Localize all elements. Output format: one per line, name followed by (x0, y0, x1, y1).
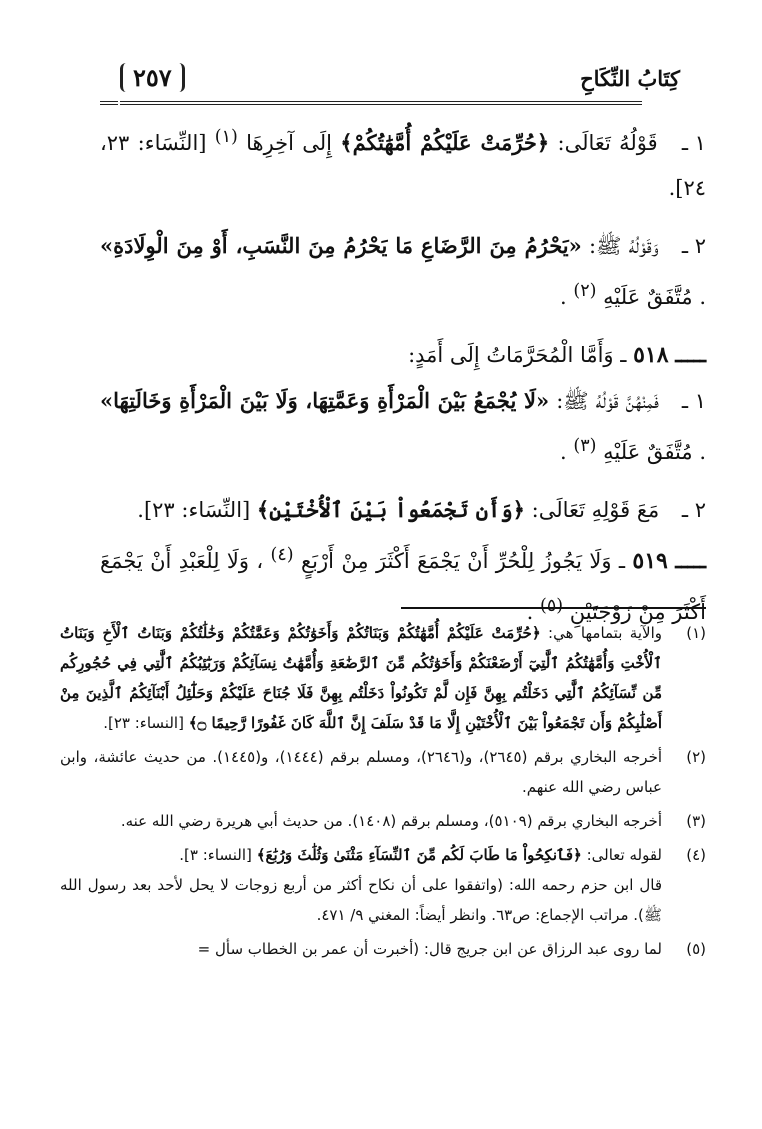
item-rest: إِلَى آخِرِهَا (246, 131, 332, 155)
section-end: . (526, 600, 534, 624)
item-intro: قَوْلُهُ تَعَالَى: (549, 131, 658, 155)
footnote-text: أخرجه البخاري برقم (٥١٠٩)، ومسلم برقم (١٤٠٨). من حديث أبي هريرة رضي الله عنه. (120, 812, 662, 830)
footnote-ref[interactable]: (١) (214, 127, 238, 147)
footnote-number: (٥) (686, 940, 706, 958)
section-marker: ـــــ (675, 548, 706, 573)
footnote-intro: لقوله تعالى: (581, 846, 662, 864)
item-intro: مَعَ قَوْلِهِ تَعَالَى: (524, 498, 660, 522)
footnote-5 (60, 934, 706, 964)
item-quran-sisters (100, 487, 706, 533)
item-rest: . مُتَّفَقٌ عَلَيْهِ (603, 285, 706, 309)
item-rest: . مُتَّفَقٌ عَلَيْهِ (603, 440, 706, 464)
section-text: ـ وَأَمَّا الْمُحَرَّمَاتُ إِلَى أَمَدٍ: (408, 343, 627, 367)
footnote-number: (٤) (686, 846, 706, 864)
header-rule-left (100, 101, 118, 105)
footnote-ref[interactable]: (٢) (573, 281, 597, 301)
footnote-number: (٣) (686, 812, 706, 830)
item-intro: فَمِنْهُنَّ قَوْلُهُ ﷺ: (549, 389, 659, 413)
footnote-text: أخرجه البخاري برقم (٢٦٤٥)، و(٢٦٤٦)، ومسلم برقم (١٤٤٤)، و(١٤٤٥). من حديث عائشة، وابن عباس رضي الله عنهم. (60, 748, 663, 796)
item-end: . (560, 440, 567, 464)
hadith-text: «يَحْرُمُ مِنَ الرَّضَاعِ مَا يَحْرُمُ مِنَ النَّسَبِ، أَوْ مِنَ الْوِلَادَةِ» (100, 233, 582, 258)
footnote-ref[interactable]: (٤) (270, 545, 294, 565)
quran-verse: ﴿حُرِّمَتْ عَلَيْكُمْ أُمَّهَٰتُكُمْ وَبَنَاتُكُمْ وَأَخَوَٰتُكُمْ وَعَمَّٰتُكُمْ وَخَٰلَٰتُكُمْ وَبَنَاتُ ٱلْأَخِ وَبَنَاتُ ٱلْأُخْتِ وَأُمَّهَٰتُكُمُ ٱلَّٰتِيٓ أَرْضَعْنَكُمْ وَأَخَوَٰتُكُم مِّنَ ٱلرَّضَٰعَةِ وَأُمَّهَٰتُ نِسَآئِكُمْ وَرَبَٰٓئِبُكُمُ ٱلَّٰتِي فِي حُجُورِكُم مِّن نِّسَآئِكُمُ ٱلَّٰتِي دَخَلْتُم بِهِنَّ فَإِن لَّمْ تَكُونُواْ دَخَلْتُم بِهِنَّ فَلَا جُنَاحَ عَلَيْكُمْ وَحَلَٰٓئِلُ أَبْنَآئِكُمُ ٱلَّذِينَ مِنْ أَصْلَٰبِكُمْ وَأَن تَجْمَعُواْ بَيْنَ ٱلْأُخْتَيْنِ إِلَّا مَا قَدْ سَلَفَ إِنَّ ٱللَّهَ كَانَ غَفُورًا رَّحِيمًا ۝﴾ (60, 624, 662, 732)
footnote-3 (60, 806, 706, 836)
item-number: ٢ ـ (681, 234, 706, 258)
item-number: ١ ـ (681, 131, 706, 155)
verse-reference: [النساء: ٢٣]. (103, 714, 184, 732)
page-number: ٢٥٧ (120, 63, 185, 92)
verse-reference: [النِّسَاء: ٢٣، ٢٤]. (100, 131, 706, 200)
footnote-1 (60, 618, 706, 738)
item-intro: وَقَوْلُهُ ﷺ: (581, 234, 659, 258)
footnote-2 (60, 742, 706, 802)
footnote-text: لما روى عبد الرزاق عن ابن جريج قال: (أخبرت أن عمر بن الخطاب سأل = (197, 940, 662, 958)
item-quran-mothers (100, 115, 706, 211)
section-text: ـ وَلَا يَجُوزُ لِلْحُرِّ أَنْ يَجْمَعَ أَكْثَرَ مِنْ أَرْبَعٍ (300, 549, 626, 573)
verse-reference: [النِّسَاء: ٢٣]. (137, 498, 251, 522)
header-rule (120, 101, 642, 105)
item-number: ٢ ـ (681, 498, 706, 522)
quran-verse: ﴿فَٱنكِحُواْ مَا طَابَ لَكُم مِّنَ ٱلنِّسَآءِ مَثْنَىٰ وَثُلَٰثَ وَرُبَٰعَ﴾ (256, 846, 582, 864)
hadith-text: «لَا يُجْمَعُ بَيْنَ الْمَرْأَةِ وَعَمَّتِهَا، وَلَا بَيْنَ الْمَرْأَةِ وَخَالَتِهَا» (100, 388, 550, 413)
footnote-ref[interactable]: (٥) (539, 596, 564, 616)
footnotes (60, 618, 706, 968)
verse-reference: [النساء: ٣]. (179, 846, 252, 864)
footnote-ref[interactable]: (٣) (573, 436, 597, 456)
page-header (60, 60, 702, 110)
section-text-2: ، وَلَا لِلْعَبْدِ أَنْ يَجْمَعَ أَكْثَرَ مِنْ زَوْجَتَيْنِ (100, 549, 706, 624)
footnote-text-2: قال ابن حزم رحمه الله: (واتفقوا على أن نكاح أكثر من أربع زوجات لا يحل لأحد بعد رسول الله ﷺ). مراتب الإجماع: ص٦٣. وانظر أيضاً: المغني ٩/ ٤٧١. (60, 876, 662, 924)
item-number: ١ ـ (681, 389, 706, 413)
section-number: ٥١٨ (633, 342, 669, 368)
item-end: . (560, 285, 567, 309)
main-text (100, 115, 706, 635)
section-marker: ـــــ (675, 342, 706, 367)
book-title: كِتَابُ النِّكَاحِ (580, 66, 680, 91)
footnote-number: (٢) (686, 748, 706, 766)
footnote-number: (١) (686, 624, 706, 642)
footnote-separator (401, 607, 706, 609)
section-518 (100, 332, 706, 378)
quran-verse: ﴿وَأَن تَجْمَعُواْ بَيْنَ ٱلْأُخْتَيْنِ﴾ (256, 497, 525, 522)
item-hadith-aunt (100, 378, 706, 475)
quran-verse: ﴿حُرِّمَتْ عَلَيْكُمْ أُمَّهَٰتُكُمْ﴾ (340, 130, 550, 155)
section-number: ٥١٩ (632, 548, 668, 574)
footnote-4 (60, 840, 706, 930)
item-hadith-nursing (100, 223, 706, 320)
footnote-intro: والآية بتمامها هي: (540, 624, 662, 642)
